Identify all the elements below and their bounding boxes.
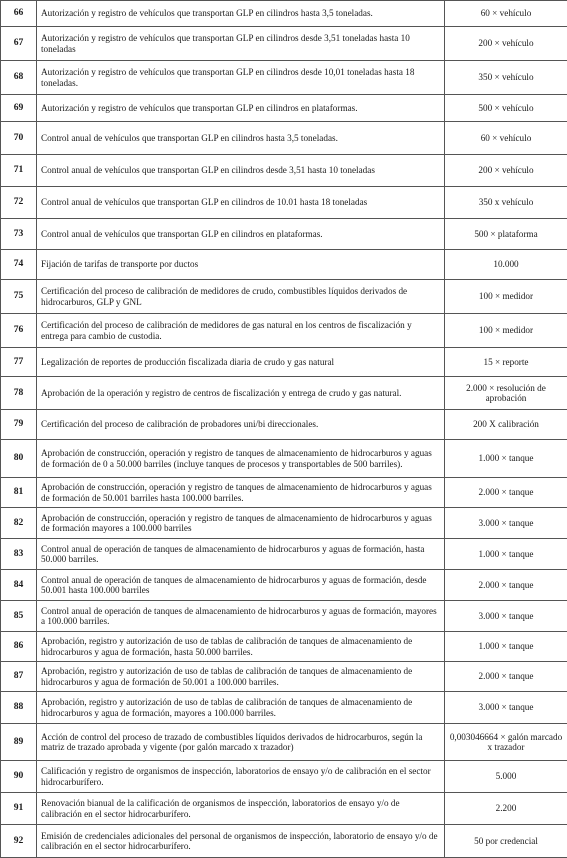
- row-description: Control anual de vehículos que transportan GLP en cilindros de 10.01 hasta 18 toneladas: [37, 187, 445, 219]
- row-description: Control anual de operación de tanques de almacenamiento de hidrocarburos y aguas de formación, desde 50.001 hasta 100.000 barriles: [37, 570, 445, 601]
- table-row: [1, 377, 567, 410]
- row-description: Aprobación de construcción, operación y registro de tanques de almacenamiento de hidrocarburos y aguas de formación de 0 a 50.000 barriles (incluye tanques de procesos y transportables de 500 barriles).: [37, 440, 445, 478]
- row-description: Calificación y registro de organismos de inspección, laboratorios de ensayo y/o de calibración en el sector hidrocarburífero.: [37, 761, 445, 793]
- row-number: 92: [1, 825, 37, 858]
- table-row: [1, 793, 567, 825]
- row-number: 82: [1, 508, 37, 539]
- row-number: 79: [1, 410, 37, 440]
- row-fee-value: 15 × reporte: [445, 348, 567, 377]
- row-fee-value: 60 × vehículo: [445, 122, 567, 155]
- fee-table-body: [1, 1, 567, 858]
- row-fee-value: 500 × plataforma: [445, 219, 567, 250]
- row-number: 86: [1, 632, 37, 662]
- table-row: [1, 570, 567, 601]
- row-number: 68: [1, 61, 37, 95]
- table-row: [1, 825, 567, 858]
- row-fee-value: 100 × medidor: [445, 314, 567, 348]
- row-fee-value: 2.000 × resolución de aprobación: [445, 377, 567, 410]
- table-row: [1, 539, 567, 570]
- table-row: [1, 508, 567, 539]
- table-row: [1, 27, 567, 61]
- table-row: [1, 314, 567, 348]
- row-number: 87: [1, 662, 37, 692]
- row-number: 78: [1, 377, 37, 410]
- row-number: 71: [1, 155, 37, 187]
- row-number: 88: [1, 692, 37, 724]
- row-fee-value: 1.000 × tanque: [445, 539, 567, 570]
- table-row: [1, 478, 567, 508]
- row-description: Legalización de reportes de producción fiscalizada diaria de crudo y gas natural: [37, 348, 445, 377]
- table-row: [1, 280, 567, 314]
- row-fee-value: 1.000 × tanque: [445, 440, 567, 478]
- row-number: 91: [1, 793, 37, 825]
- row-fee-value: 200 X calibración: [445, 410, 567, 440]
- row-fee-value: 350 x vehículo: [445, 187, 567, 219]
- row-fee-value: 3.000 × tanque: [445, 601, 567, 632]
- row-description: Aprobación de la operación y registro de centros de fiscalización y entrega de crudo y gas natural.: [37, 377, 445, 410]
- row-fee-value: 10.000: [445, 250, 567, 280]
- row-fee-value: 200 × vehículo: [445, 27, 567, 61]
- row-description: Certificación del proceso de calibración de medidores de crudo, combustibles líquidos derivados de hidrocarburos, GLP y GNL: [37, 280, 445, 314]
- row-fee-value: 50 por credencial: [445, 825, 567, 858]
- row-description: Certificación del proceso de calibración de medidores de gas natural en los centros de fiscalización y entrega para cambio de custodia.: [37, 314, 445, 348]
- table-row: [1, 410, 567, 440]
- table-row: [1, 692, 567, 724]
- row-fee-value: 350 × vehículo: [445, 61, 567, 95]
- table-row: [1, 61, 567, 95]
- table-row: [1, 348, 567, 377]
- table-row: [1, 724, 567, 761]
- table-row: [1, 1, 567, 27]
- row-description: Aprobación, registro y autorización de uso de tablas de calibración de tanques de almacenamiento de hidrocarburos y agua de formación de 50.001 a 100.000 barriles.: [37, 662, 445, 692]
- row-number: 73: [1, 219, 37, 250]
- row-description: Renovación bianual de la calificación de organismos de inspección, laboratorios de ensayo y/o de calibración en el sector hidrocarburífero.: [37, 793, 445, 825]
- row-description: Aprobación de construcción, operación y registro de tanques de almacenamiento de hidrocarburos y aguas de formación mayores a 100.000 barriles: [37, 508, 445, 539]
- row-fee-value: 100 × medidor: [445, 280, 567, 314]
- row-fee-value: 3.000 × tanque: [445, 692, 567, 724]
- row-description: Autorización y registro de vehículos que transportan GLP en cilindros hasta 3,5 toneladas.: [37, 1, 445, 27]
- row-fee-value: 2.000 × tanque: [445, 478, 567, 508]
- row-fee-value: 500 × vehículo: [445, 95, 567, 122]
- row-description: Control anual de operación de tanques de almacenamiento de hidrocarburos y aguas de formación, mayores a 100.000 barriles.: [37, 601, 445, 632]
- row-number: 89: [1, 724, 37, 761]
- row-description: Autorización y registro de vehículos que transportan GLP en cilindros desde 10,01 toneladas hasta 18 toneladas.: [37, 61, 445, 95]
- row-fee-value: 60 × vehículo: [445, 1, 567, 27]
- table-row: [1, 440, 567, 478]
- row-number: 83: [1, 539, 37, 570]
- row-number: 74: [1, 250, 37, 280]
- row-description: Autorización y registro de vehículos que transportan GLP en cilindros en plataformas.: [37, 95, 445, 122]
- table-row: [1, 632, 567, 662]
- row-number: 84: [1, 570, 37, 601]
- row-fee-value: 5.000: [445, 761, 567, 793]
- row-number: 67: [1, 27, 37, 61]
- row-description: Acción de control del proceso de trazado de combustibles líquidos derivados de hidrocarburos, según la matriz de trazado aprobada y vigente (por galón marcado x trazador): [37, 724, 445, 761]
- row-number: 76: [1, 314, 37, 348]
- table-row: [1, 601, 567, 632]
- row-fee-value: 2.000 × tanque: [445, 570, 567, 601]
- table-row: [1, 219, 567, 250]
- table-row: [1, 95, 567, 122]
- row-description: Aprobación, registro y autorización de uso de tablas de calibración de tanques de almacenamiento de hidrocarburos y agua de formación, hasta 50.000 barriles.: [37, 632, 445, 662]
- row-number: 69: [1, 95, 37, 122]
- row-description: Autorización y registro de vehículos que transportan GLP en cilindros desde 3,51 toneladas hasta 10 toneladas: [37, 27, 445, 61]
- table-row: [1, 155, 567, 187]
- table-row: [1, 662, 567, 692]
- row-number: 77: [1, 348, 37, 377]
- row-fee-value: 200 × vehículo: [445, 155, 567, 187]
- row-description: Emisión de credenciales adicionales del personal de organismos de inspección, laboratorio de ensayo y/o de calibración en el sector hidrocarburífero.: [37, 825, 445, 858]
- row-fee-value: 1.000 × tanque: [445, 632, 567, 662]
- row-description: Fijación de tarifas de transporte por ductos: [37, 250, 445, 280]
- row-description: Control anual de operación de tanques de almacenamiento de hidrocarburos y aguas de formación, hasta 50.000 barriles.: [37, 539, 445, 570]
- row-number: 85: [1, 601, 37, 632]
- row-fee-value: 2.000 × tanque: [445, 662, 567, 692]
- table-row: [1, 187, 567, 219]
- row-fee-value: 0,003046664 × galón marcado x trazador: [445, 724, 567, 761]
- row-number: 90: [1, 761, 37, 793]
- row-fee-value: 3.000 × tanque: [445, 508, 567, 539]
- row-description: Certificación del proceso de calibración de probadores uni/bi direccionales.: [37, 410, 445, 440]
- row-fee-value: 2.200: [445, 793, 567, 825]
- table-row: [1, 122, 567, 155]
- row-description: Control anual de vehículos que transportan GLP en cilindros hasta 3,5 toneladas.: [37, 122, 445, 155]
- row-number: 81: [1, 478, 37, 508]
- row-description: Aprobación, registro y autorización de uso de tablas de calibración de tanques de almacenamiento de hidrocarburos y agua de formación, mayores a 100.000 barriles.: [37, 692, 445, 724]
- row-number: 70: [1, 122, 37, 155]
- row-number: 72: [1, 187, 37, 219]
- table-row: [1, 761, 567, 793]
- row-number: 75: [1, 280, 37, 314]
- row-description: Control anual de vehículos que transportan GLP en cilindros desde 3,51 hasta 10 toneladas: [37, 155, 445, 187]
- row-number: 80: [1, 440, 37, 478]
- row-number: 66: [1, 1, 37, 27]
- table-row: [1, 250, 567, 280]
- row-description: Aprobación de construcción, operación y registro de tanques de almacenamiento de hidrocarburos y aguas de formación de 50.001 barriles hasta 100.000 barriles.: [37, 478, 445, 508]
- row-description: Control anual de vehículos que transportan GLP en cilindros en plataformas.: [37, 219, 445, 250]
